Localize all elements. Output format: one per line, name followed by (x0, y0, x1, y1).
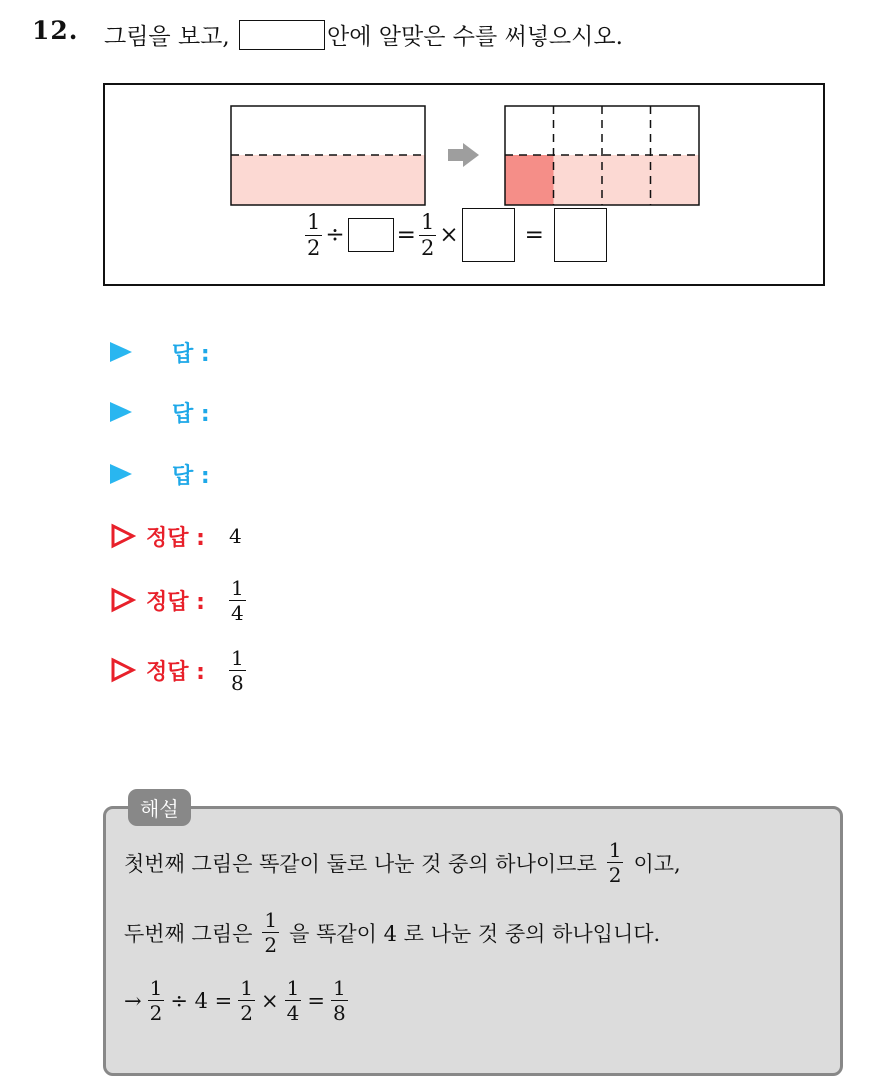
correct-row-3 (110, 646, 246, 694)
answer-input-2[interactable] (230, 397, 530, 427)
right-rect-selected-cell (505, 155, 554, 205)
answer-input-3[interactable] (230, 459, 530, 489)
explanation-line-2-num: 1 (264, 908, 278, 932)
explanation-equals: = (307, 988, 325, 1013)
correct-row-2 (110, 576, 246, 624)
answer-label: 답 : (172, 401, 210, 427)
explanation-f4-den: 8 (332, 1001, 346, 1025)
question-number: 12. (32, 16, 79, 45)
eq-blank-box-2[interactable] (462, 208, 515, 262)
correct-answer-3-den: 8 (230, 670, 244, 695)
eq-fraction-1-den: 2 (307, 235, 321, 260)
answer-label: 답 : (172, 463, 210, 489)
outline-triangle-icon (110, 587, 136, 613)
answer-label: 답 : (172, 341, 210, 367)
eq-times-sign: × (439, 222, 459, 248)
correct-label: 정답 : (146, 659, 205, 685)
explanation-line-1-den: 2 (608, 863, 622, 887)
explanation-line-2 (124, 910, 660, 955)
eq-fraction-1-num: 1 (307, 209, 321, 234)
right-arrow-icon: → (124, 988, 142, 1013)
left-rect-bottom-fill (231, 155, 425, 205)
answer-row-3 (110, 450, 530, 498)
explanation-line-1 (124, 840, 681, 885)
explanation-f3-num: 1 (286, 976, 300, 1000)
eq-blank-box-1[interactable] (348, 218, 394, 252)
correct-answer-2 (229, 575, 246, 625)
answer-row-1 (110, 328, 530, 376)
explanation-f3-den: 4 (286, 1001, 300, 1025)
explanation-div-four: ÷ 4 = (170, 988, 233, 1013)
correct-answer-3 (229, 645, 246, 695)
explanation-f3 (285, 978, 302, 1023)
correct-answer-3-num: 1 (230, 645, 244, 670)
eq-fraction-2-num: 1 (420, 209, 435, 234)
explanation-line-1-num: 1 (608, 838, 622, 862)
outline-triangle-icon (110, 523, 136, 549)
answer-input-1[interactable] (230, 337, 530, 367)
question-text-after: 안에 알맞은 수를 써넣으시오. (327, 24, 623, 50)
outline-triangle-icon (110, 657, 136, 683)
explanation-times: × (260, 988, 279, 1013)
explanation-line-2-fraction (262, 910, 279, 955)
eq-div-sign: ÷ (325, 222, 345, 248)
explanation-f1 (148, 978, 165, 1023)
question-text-before: 그림을 보고, (104, 24, 230, 50)
eq-equals-2: = (524, 222, 544, 248)
eq-equals-1: = (396, 222, 416, 248)
correct-answer-2-den: 4 (230, 600, 244, 625)
explanation-f2 (238, 978, 255, 1023)
correct-answer-1: 4 (228, 524, 242, 548)
correct-row-1 (110, 512, 242, 560)
figure-equation (305, 205, 607, 265)
explanation-f1-den: 2 (149, 1001, 163, 1025)
correct-label: 정답 : (146, 589, 205, 615)
eq-fraction-2 (419, 209, 436, 260)
explanation-line-1-suffix: 이고, (633, 851, 681, 876)
correct-answer-2-num: 1 (230, 575, 244, 600)
correct-label: 정답 : (146, 525, 205, 551)
explanation-line-3 (124, 978, 354, 1023)
explanation-line-2-suffix: 을 똑같이 4 로 나눈 것 중의 하나입니다. (289, 921, 661, 946)
play-triangle-icon (110, 464, 132, 484)
explanation-line-1-fraction (607, 840, 624, 885)
explanation-f2-num: 1 (240, 976, 253, 1000)
eq-fraction-1 (305, 209, 322, 260)
explanation-f4-num: 1 (332, 976, 346, 1000)
explanation-f2-den: 2 (240, 1001, 253, 1025)
explanation-line-1-text: 첫번째 그림은 똑같이 둘로 나눈 것 중의 하나이므로 (124, 851, 597, 876)
explanation-tag: 해설 (128, 789, 191, 826)
eq-fraction-2-den: 2 (420, 235, 435, 260)
explanation-f1-num: 1 (149, 976, 163, 1000)
answer-row-2 (110, 388, 530, 436)
explanation-line-2-text: 두번째 그림은 (124, 921, 253, 946)
play-triangle-icon (110, 402, 132, 422)
eq-blank-box-3[interactable] (554, 208, 607, 262)
explanation-f4 (331, 978, 348, 1023)
play-triangle-icon (110, 342, 132, 362)
explanation-line-2-den: 2 (264, 933, 278, 957)
right-arrow-icon (448, 143, 479, 167)
